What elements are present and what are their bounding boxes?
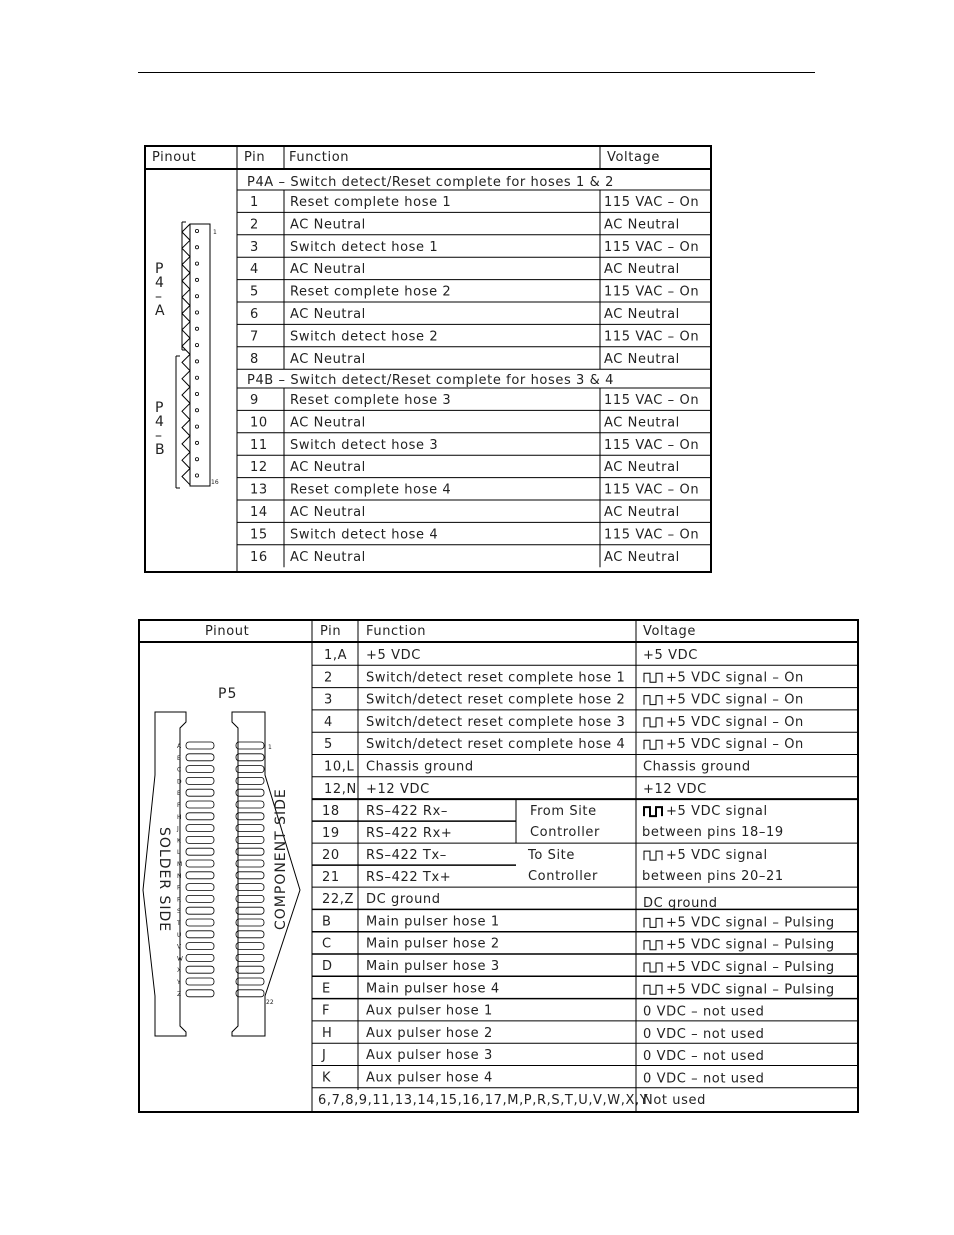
table2-pin: H: [322, 1025, 333, 1041]
group-b-title: P4B – Switch detect/Reset complete for hoses 3 & 4: [247, 373, 614, 388]
group-a-title: P4A – Switch detect/Reset complete for hoses 1 & 2: [247, 175, 614, 190]
table2-function: +12 VDC: [366, 781, 430, 797]
p4-pin-dot: [195, 409, 198, 412]
table1-pin: 15: [250, 527, 268, 543]
table2-pin: 2: [324, 670, 333, 686]
table2-voltage: 0 VDC – not used: [643, 1004, 765, 1020]
table1-pin: 11: [250, 437, 268, 453]
p5-solder-finger: [186, 860, 214, 867]
p4-connector-body: [190, 224, 210, 486]
table2-pin: D: [322, 959, 333, 974]
p5-component-finger: [236, 966, 264, 973]
p5-letter-label: S: [177, 908, 181, 916]
square-wave-icon: [644, 807, 662, 816]
table2-function: Aux pulser hose 3: [366, 1048, 493, 1064]
p4b-label: B: [155, 442, 166, 458]
rs422-rx-voltage: between pins 18–19: [642, 825, 784, 841]
p5-letter-label: E: [177, 790, 181, 798]
table1-voltage: AC Neutral: [604, 505, 680, 520]
p5-component-finger: [236, 860, 264, 867]
table2-voltage: +5 VDC signal – On: [666, 714, 804, 730]
square-wave-icon: [644, 673, 662, 682]
p5-solder-finger: [186, 754, 214, 761]
table2-voltage: +5 VDC: [643, 648, 698, 663]
p4a-label: –: [155, 289, 163, 305]
p5-letter-label: Z: [177, 990, 182, 998]
table2-voltage: +5 VDC signal – Pulsing: [666, 915, 835, 931]
p5-component-finger: [236, 766, 264, 773]
table2-function: Main pulser hose 2: [366, 936, 500, 952]
table2-pin: 12,N: [324, 781, 357, 797]
p5-solder-finger: [186, 884, 214, 891]
table1-pin: 14: [250, 505, 268, 520]
table2-pin: 5: [324, 737, 333, 753]
table1-voltage: 115 VAC – On: [604, 393, 700, 408]
table1-voltage: 115 VAC – On: [604, 527, 700, 543]
p5-letter-label: V: [177, 943, 182, 951]
square-wave-icon: [644, 718, 662, 727]
table1-pin: 9: [250, 393, 259, 408]
table2-voltage: +5 VDC signal – On: [666, 692, 804, 708]
table2-function: Aux pulser hose 2: [366, 1025, 493, 1041]
table1-voltage: AC Neutral: [604, 460, 680, 476]
rs422-function: RS–422 Tx–: [366, 848, 447, 864]
p5-letter-label: K: [177, 837, 181, 845]
p4-pin-dot: [195, 327, 198, 330]
table2-function: Main pulser hose 1: [366, 914, 500, 930]
table2-voltage: +5 VDC signal – Pulsing: [666, 937, 835, 953]
square-wave-icon: [644, 918, 662, 927]
rs422-to-label: To Site: [528, 848, 575, 864]
rs422-rx-voltage: +5 VDC signal: [666, 804, 768, 820]
table2-pin: 22,Z: [322, 892, 354, 908]
table1-header-pinout: Pinout: [152, 150, 197, 165]
table1-header-function: Function: [289, 150, 350, 165]
p5-solder-finger: [186, 742, 214, 749]
rs422-tx-voltage: between pins 20–21: [642, 869, 784, 885]
p5-letter-label: J: [177, 825, 179, 833]
table1-function: Switch detect hose 1: [290, 239, 439, 255]
p5-component-finger: [236, 801, 264, 808]
p4-pin-dot: [195, 360, 198, 363]
p5-solder-finger: [186, 943, 214, 950]
table1-header-pin: Pin: [244, 150, 266, 165]
table1-function: Reset complete hose 2: [290, 284, 452, 300]
p5-solder-finger: [186, 895, 214, 902]
table2-voltage: 0 VDC – not used: [643, 1071, 765, 1087]
p5-last-pin-label: 22: [266, 999, 274, 1006]
table2-pin: 3: [324, 692, 333, 708]
table1-voltage: AC Neutral: [604, 415, 680, 431]
table1-voltage: AC Neutral: [604, 217, 680, 233]
table1-function: AC Neutral: [290, 307, 366, 322]
table2-pin: E: [322, 981, 331, 997]
table1-function: AC Neutral: [290, 217, 366, 233]
table2-pin: 4: [324, 714, 333, 730]
p5-component-finger: [236, 907, 264, 914]
table1-function: Switch detect hose 4: [290, 527, 439, 543]
table2-function: Switch/detect reset complete hose 4: [366, 737, 626, 753]
p5-solder-finger: [186, 907, 214, 914]
rs422-function: RS–422 Rx+: [366, 826, 453, 842]
rs422-pin: 18: [322, 804, 340, 820]
rs422-pin: 21: [322, 870, 340, 886]
p5-letter-label: D: [177, 778, 182, 786]
table2-pin: K: [322, 1070, 332, 1086]
table1-function: AC Neutral: [290, 262, 366, 278]
p5-component-finger: [236, 836, 264, 843]
table1-function: AC Neutral: [290, 460, 366, 476]
table2-voltage: +5 VDC signal – Pulsing: [666, 960, 835, 975]
table1-function: AC Neutral: [290, 415, 366, 431]
table2-header-pinout: Pinout: [205, 624, 250, 639]
p5-solder-finger: [186, 848, 214, 855]
table2-pin: 1,A: [324, 648, 348, 663]
table2-function: Aux pulser hose 4: [366, 1070, 493, 1086]
p5-solder-finger: [186, 931, 214, 938]
p5-letter-label: W: [177, 955, 183, 963]
table1-function: AC Neutral: [290, 505, 366, 520]
table1-pin: 10: [250, 415, 268, 431]
p5-component-finger: [236, 919, 264, 926]
table2-function: Chassis ground: [366, 759, 474, 775]
table2-function: Switch/detect reset complete hose 2: [366, 692, 626, 708]
p5-solder-finger: [186, 954, 214, 961]
p5-component-finger: [236, 943, 264, 950]
p5-letter-label: F: [177, 802, 181, 809]
table2-header-pin: Pin: [320, 624, 342, 639]
p4-pin-dot: [195, 229, 198, 232]
p5-component-finger: [236, 872, 264, 879]
p4-pin-dot: [195, 376, 198, 379]
table2-voltage: +5 VDC signal – On: [666, 737, 804, 753]
table1-pin: 2: [250, 217, 259, 233]
table2-function: Aux pulser hose 1: [366, 1003, 493, 1019]
p5-letter-label: M: [177, 861, 183, 868]
p4a-label: A: [155, 303, 166, 319]
p5-solder-finger: [186, 872, 214, 879]
p5-solder-finger: [186, 836, 214, 843]
p5-solder-finger: [186, 966, 214, 973]
p5-solder-finger: [186, 978, 214, 985]
rs422-tx-voltage: +5 VDC signal: [666, 848, 768, 864]
table1-function: Switch detect hose 2: [290, 329, 439, 345]
table2-function: Main pulser hose 4: [366, 981, 500, 997]
table1-pin: 1: [250, 195, 259, 210]
table2-function: Main pulser hose 3: [366, 959, 500, 974]
p5-letter-label: U: [177, 931, 182, 939]
rs422-pin: 20: [322, 848, 340, 864]
p5-letter-label: P: [177, 884, 181, 892]
square-wave-icon: [644, 941, 662, 950]
p5-letter-label: L: [177, 849, 181, 857]
table1-pin: 12: [250, 460, 268, 476]
p5-letter-label: H: [177, 813, 182, 821]
table1-pin: 6: [250, 307, 259, 322]
p4a-label: P: [155, 261, 165, 277]
table1-pin: 4: [250, 262, 259, 278]
rs422-function: RS–422 Rx–: [366, 804, 448, 820]
p5-solder-finger: [186, 990, 214, 997]
table1-function: AC Neutral: [290, 549, 366, 565]
table1-pin: 16: [250, 549, 268, 565]
table1-function: Reset complete hose 3: [290, 393, 452, 408]
p5-component-finger: [236, 848, 264, 855]
p4-pin-dot: [195, 295, 198, 298]
table2-header-voltage: Voltage: [643, 624, 696, 639]
table2-pin: F: [322, 1003, 331, 1019]
square-wave-icon: [644, 740, 662, 749]
p5-solder-finger: [186, 919, 214, 926]
p4a-label: 4: [155, 275, 165, 291]
table1-function: AC Neutral: [290, 351, 366, 367]
rs422-to-label: Controller: [528, 869, 598, 885]
table1-function: Reset complete hose 1: [290, 195, 452, 210]
table2-voltage: Chassis ground: [643, 759, 751, 775]
p4-pin-dot: [195, 458, 198, 461]
p5-solder-finger: [186, 789, 214, 796]
table2-pin: J: [322, 1048, 327, 1064]
p5-solder-finger: [186, 777, 214, 784]
p5-component-finger: [236, 954, 264, 961]
table2-function: +5 VDC: [366, 648, 421, 663]
p5-letter-label: A: [177, 743, 182, 750]
p5-component-finger: [236, 895, 264, 902]
table2-voltage: 0 VDC – not used: [643, 1026, 765, 1042]
p4-pin-dot: [195, 474, 198, 477]
table1-voltage: AC Neutral: [604, 549, 680, 565]
table2-voltage: +5 VDC signal – On: [666, 670, 804, 686]
p5-component-finger: [236, 789, 264, 796]
p4-last-pin-label: 16: [211, 479, 219, 486]
table1-voltage: 115 VAC – On: [604, 284, 700, 300]
table1-voltage: 115 VAC – On: [604, 329, 700, 345]
p4-pin-dot: [195, 262, 198, 265]
p5-component-finger: [236, 978, 264, 985]
rs422-function: RS–422 Tx+: [366, 870, 452, 886]
p5-component-finger: [236, 777, 264, 784]
p5-component-finger: [236, 754, 264, 761]
p5-component-finger: [236, 931, 264, 938]
table1-voltage: AC Neutral: [604, 307, 680, 322]
table1-function: Switch detect hose 3: [290, 437, 439, 453]
p5-letter-label: B: [177, 754, 182, 762]
table2-header-function: Function: [366, 624, 427, 639]
p4b-label: 4: [155, 414, 165, 430]
table2-pin: C: [322, 936, 332, 952]
rs422-from-label: Controller: [530, 825, 600, 841]
table1-pin: 7: [250, 329, 259, 345]
p5-component-finger: [236, 884, 264, 891]
p4b-label: P: [155, 400, 165, 416]
table1-voltage: 115 VAC – On: [604, 195, 700, 210]
p5-solder-finger: [186, 766, 214, 773]
p5-letter-label: N: [177, 872, 182, 880]
table1-header-voltage: Voltage: [607, 150, 660, 165]
table2-function: DC ground: [366, 892, 441, 908]
table1-function: Reset complete hose 4: [290, 482, 452, 498]
p5-solder-finger: [186, 825, 214, 832]
table1-pin: 3: [250, 239, 259, 255]
p5-letter-label: C: [177, 766, 182, 774]
p5-title: P5: [218, 686, 238, 702]
solder-side-label: SOLDER SIDE: [156, 827, 172, 933]
p4-first-pin-label: 1: [213, 229, 217, 236]
table2-pin: 10,L: [324, 759, 355, 775]
p4-connector-contour: [182, 224, 190, 485]
p4-pin-dot: [195, 425, 198, 428]
square-wave-icon: [644, 963, 662, 972]
table1-voltage: 115 VAC – On: [604, 482, 700, 498]
table2-voltage: 0 VDC – not used: [643, 1049, 765, 1065]
p5-letter-label: R: [177, 896, 182, 904]
table1-voltage: 115 VAC – On: [604, 239, 700, 255]
unused-pins: 6,7,8,9,11,13,14,15,16,17,M,P,R,S,T,U,V,W,X,Y: [318, 1092, 649, 1108]
table2-voltage: DC ground: [643, 896, 718, 912]
p4-pin-dot: [195, 311, 198, 314]
unused-label: Not used: [643, 1092, 706, 1108]
table1-voltage: AC Neutral: [604, 262, 680, 278]
rs422-pin: 19: [322, 826, 340, 842]
component-side-label: COMPONENT SIDE: [273, 788, 289, 930]
square-wave-icon: [644, 985, 662, 994]
p5-component-finger: [236, 990, 264, 997]
p5-component-finger: [236, 742, 264, 749]
p5-first-pin-label: 1: [268, 744, 272, 751]
table2-function: Switch/detect reset complete hose 3: [366, 714, 626, 730]
table2-pin: B: [322, 914, 332, 930]
square-wave-icon: [644, 696, 662, 705]
table1-pin: 5: [250, 284, 259, 300]
p4-pin-dot: [195, 246, 198, 249]
p5-letter-label: Y: [177, 979, 181, 986]
p5-solder-finger: [186, 813, 214, 820]
p5-component-finger: [236, 813, 264, 820]
table2-voltage: +12 VDC: [643, 781, 707, 797]
p5-letter-label: T: [177, 920, 181, 927]
table1-pin: 13: [250, 482, 268, 498]
rs422-from-label: From Site: [530, 804, 597, 820]
p5-letter-label: X: [177, 967, 182, 975]
table1-voltage: AC Neutral: [604, 351, 680, 367]
table1-pin: 8: [250, 351, 259, 367]
p4b-label: –: [155, 428, 163, 444]
square-wave-icon: [644, 851, 662, 860]
p4-pin-dot: [195, 344, 198, 347]
p4-pin-dot: [195, 392, 198, 395]
p5-component-finger: [236, 825, 264, 832]
table2-voltage: +5 VDC signal – Pulsing: [666, 982, 835, 998]
table2-function: Switch/detect reset complete hose 1: [366, 670, 626, 686]
p4-pin-dot: [195, 441, 198, 444]
p4-pin-dot: [195, 278, 198, 281]
table1-voltage: 115 VAC – On: [604, 437, 700, 453]
p5-solder-finger: [186, 801, 214, 808]
